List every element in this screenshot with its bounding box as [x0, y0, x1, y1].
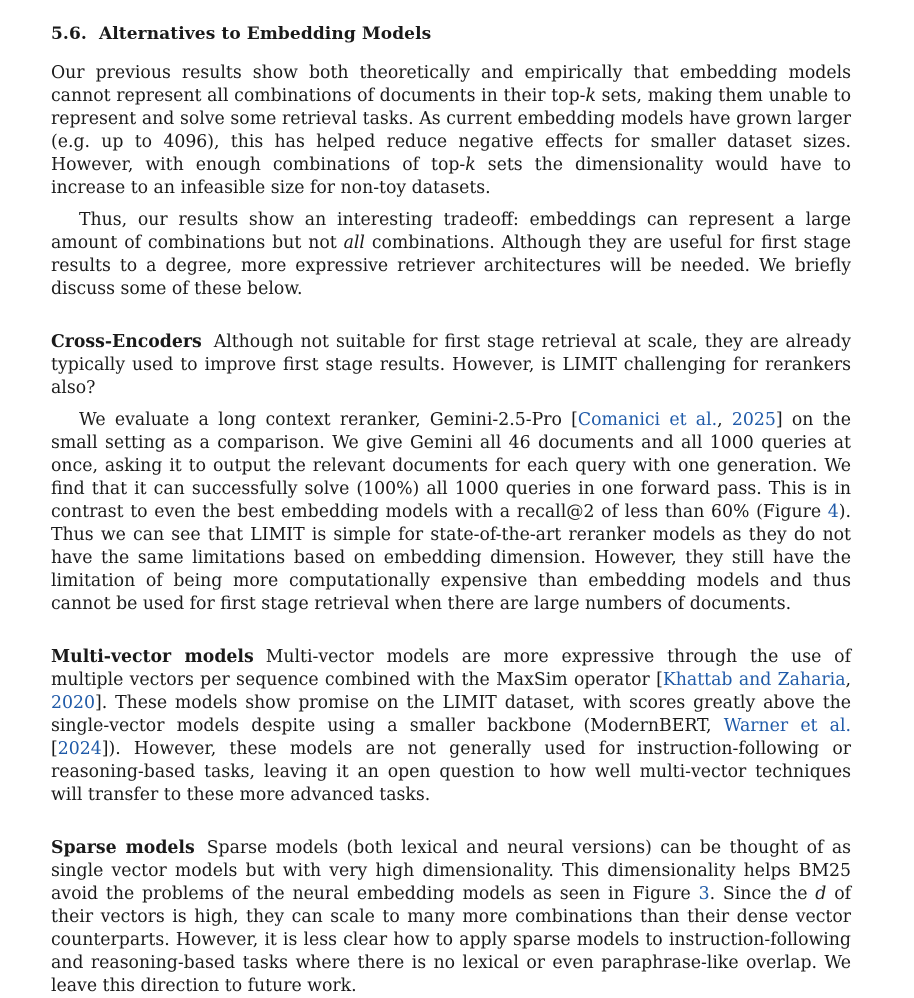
paragraph-reranker-eval — [51, 409, 851, 616]
text-run: ] on the small setting as a comparison. We give Gemini all 46 documents and all 1000 queries at once, asking it to output the relevant documents for each query with one generation. We find that it can successfully solve (100%) all 1000 queries in one forward pass. This is in contrast to even the best embedding models with a recall@2 of less than 60% (Figure — [51, 410, 851, 522]
text-run: Our previous results show both theoretically and empirically that embedding models cannot represent all combinations of documents in their top- — [51, 63, 851, 106]
citation-link-comanici[interactable]: Comanici et al. — [577, 410, 718, 430]
paragraph-tradeoff — [51, 209, 851, 301]
section-number: 5.6. — [51, 24, 87, 44]
run-in-heading-sparse-models: Sparse models — [51, 838, 195, 858]
text-run: . Since the — [709, 884, 816, 904]
citation-year-link-2024[interactable]: 2024 — [57, 739, 102, 759]
section-title: Alternatives to Embedding Models — [98, 24, 432, 44]
text-run: , — [717, 410, 732, 430]
citation-year-link-2020[interactable]: 2020 — [51, 693, 95, 713]
math-d: d — [815, 884, 827, 904]
text-run: [ — [51, 739, 58, 759]
paragraph-previous-results — [51, 62, 851, 200]
text-run: combinations. Although they are useful for first stage results to a degree, more expressive retriever architectures will be needed. We briefly discuss some of these below. — [51, 233, 851, 299]
emphasis-all: all — [343, 233, 365, 253]
paper-page — [51, 22, 851, 998]
math-k: k — [585, 86, 596, 106]
text-run: ]. These models show promise on the LIMIT dataset, with scores greatly above the single-vector models despite using a smaller backbone (ModernBERT, — [51, 693, 851, 736]
run-in-heading-cross-encoders: Cross-Encoders — [51, 332, 202, 352]
math-k: k — [465, 155, 476, 175]
figure-link-3[interactable]: 3 — [698, 884, 710, 904]
text-run: ]). However, these models are not generally used for instruction-following or reasoning-based tasks, leaving it an open question to how well multi-vector techniques will transfer to these more advanced tasks. — [51, 739, 851, 805]
text-run: ). Thus we can see that LIMIT is simple for state-of-the-art reranker models as they do not have the same limitations based on embedding dimension. However, they still have the limitation of being more computationally expensive than embedding models and thus cannot be used for first stage retrieval when there are large numbers of documents. — [51, 502, 851, 614]
paragraph-multi-vector — [51, 646, 851, 807]
section-heading — [51, 22, 851, 46]
paragraph-sparse-models — [51, 837, 851, 998]
citation-link-warner[interactable]: Warner et al. — [723, 716, 851, 736]
text-run: , — [845, 670, 851, 690]
citation-link-khattab[interactable]: Khattab and Zaharia — [662, 670, 846, 690]
text-run: sets the dimensionality would have to increase to an infeasible size for non-toy datasets. — [51, 155, 852, 198]
text-run: We evaluate a long context reranker, Gemini-2.5-Pro [ — [79, 410, 578, 430]
citation-year-link-2025[interactable]: 2025 — [731, 410, 776, 430]
paragraph-cross-encoders — [51, 331, 851, 400]
run-in-heading-multi-vector: Multi-vector models — [51, 647, 254, 667]
text-run: sets, making them unable to represent and solve some retrieval tasks. As current embedding models have grown larger (e.g. up to 4096), this has helped reduce negative effects for smaller dataset sizes. However, with enough combinations of top- — [51, 86, 851, 175]
text-run: of their vectors is high, they can scale to many more combinations than their dense vector counterparts. However, it is less clear how to apply sparse models to instruction-following and reasoning-based tasks where there is no lexical or even paraphrase-like overlap. We leave this direction to future work. — [51, 884, 851, 996]
text-run: Although not suitable for first stage retrieval at scale, they are already typically used to improve first stage results. However, is LIMIT challenging for rerankers also? — [51, 332, 851, 398]
text-run: Thus, our results show an interesting tradeoff: embeddings can represent a large amount of combinations but not — [51, 210, 851, 253]
figure-link-4[interactable]: 4 — [827, 502, 839, 522]
text-run: Multi-vector models are more expressive through the use of multiple vectors per sequence combined with the MaxSim operator [ — [51, 647, 851, 690]
text-run: Sparse models (both lexical and neural versions) can be thought of as single vector models but with very high dimensionality. This dimensionality helps BM25 avoid the problems of the neural embedding models as seen in Figure — [51, 838, 851, 904]
